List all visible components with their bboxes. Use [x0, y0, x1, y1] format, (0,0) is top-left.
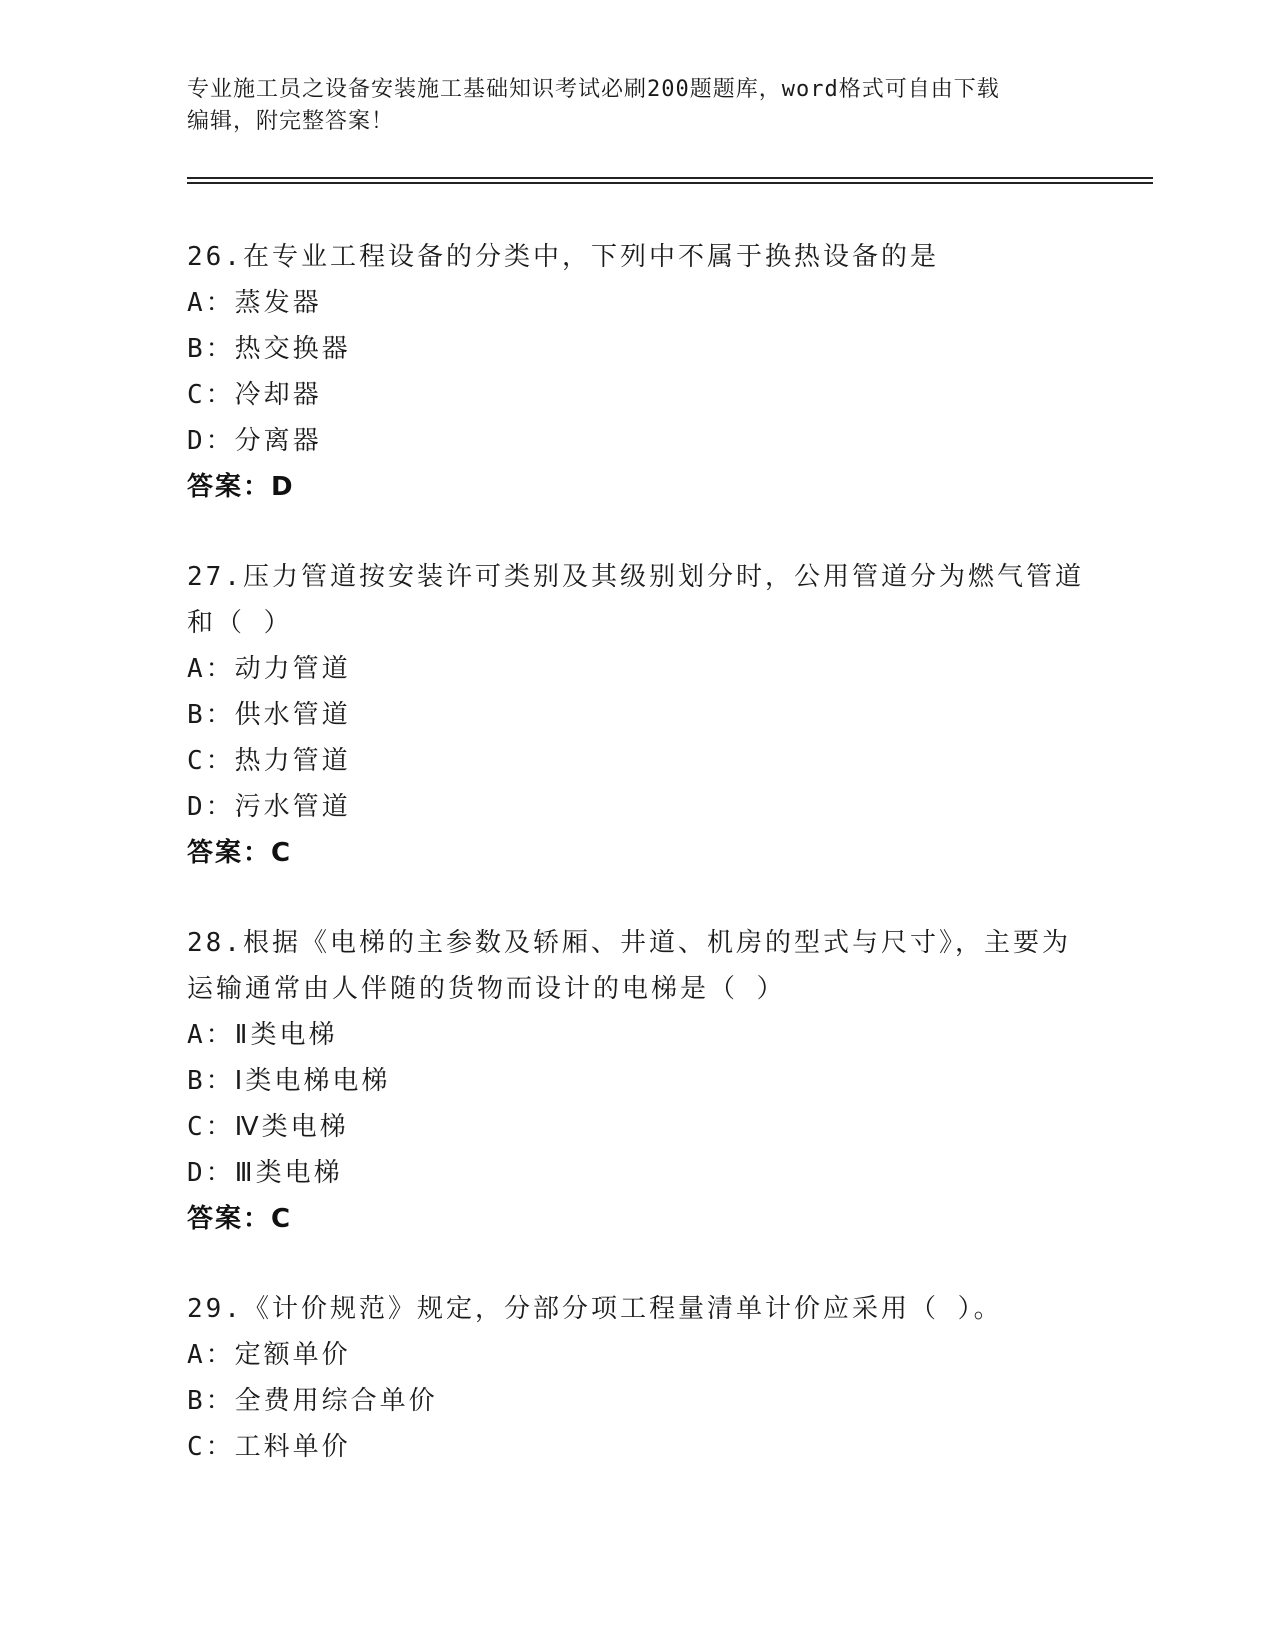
option-letter: B： — [187, 1386, 235, 1416]
option-letter: C： — [187, 380, 235, 410]
option-c — [187, 372, 1087, 418]
question-stem-continued: 和（ ） — [187, 608, 293, 638]
option-text: Ⅳ类电梯 — [234, 1112, 349, 1142]
option-b — [187, 1058, 1087, 1104]
option-text: 蒸发器 — [234, 288, 322, 318]
option-letter: C： — [187, 1112, 235, 1142]
option-letter: A： — [187, 1020, 235, 1050]
option-text: 冷却器 — [234, 380, 322, 410]
question-stem: 27.压力管道按安装许可类别及其级别划分时，公用管道分为燃气管道 — [187, 562, 1084, 592]
option-letter: A： — [187, 1340, 235, 1370]
option-d — [187, 418, 1087, 464]
question-stem: 26.在专业工程设备的分类中，下列中不属于换热设备的是 — [187, 242, 939, 272]
question-29 — [187, 1286, 1087, 1470]
option-letter: B： — [187, 700, 235, 730]
answer-key: 答案：C — [187, 838, 293, 868]
question-27 — [187, 554, 1087, 876]
option-text: 全费用综合单价 — [234, 1386, 438, 1416]
option-letter: D： — [187, 426, 235, 456]
option-text: 工料单价 — [234, 1432, 351, 1462]
option-b — [187, 1378, 1087, 1424]
option-letter: B： — [187, 334, 235, 364]
option-text: Ⅱ类电梯 — [234, 1020, 338, 1050]
question-stem: 28.根据《电梯的主参数及轿厢、井道、机房的型式与尺寸》，主要为 — [187, 928, 1071, 958]
option-c — [187, 738, 1087, 784]
question-28 — [187, 920, 1087, 1242]
answer-key: 答案：D — [187, 472, 295, 502]
option-a — [187, 280, 1087, 326]
header-line-2: 编辑，附完整答案！ — [187, 109, 395, 134]
option-text: 供水管道 — [234, 700, 351, 730]
option-c — [187, 1424, 1087, 1470]
option-letter: A： — [187, 288, 235, 318]
option-d — [187, 1150, 1087, 1196]
option-text: Ⅰ类电梯电梯 — [234, 1066, 391, 1096]
option-letter: D： — [187, 1158, 235, 1188]
option-a — [187, 1012, 1087, 1058]
option-text: 热交换器 — [234, 334, 351, 364]
question-stem-continued: 运输通常由人伴随的货物而设计的电梯是（ ） — [187, 974, 786, 1004]
option-d — [187, 784, 1087, 830]
question-26 — [187, 234, 1087, 510]
question-stem: 29.《计价规范》规定，分部分项工程量清单计价应采用（ ）。 — [187, 1294, 1003, 1324]
option-letter: C： — [187, 1432, 235, 1462]
option-b — [187, 326, 1087, 372]
header-divider-bottom — [187, 182, 1153, 184]
option-b — [187, 692, 1087, 738]
header-divider-top — [187, 177, 1153, 179]
option-text: 热力管道 — [234, 746, 351, 776]
option-text: Ⅲ类电梯 — [234, 1158, 343, 1188]
header-line-1: 专业施工员之设备安装施工基础知识考试必刷200题题库，word格式可自由下载 — [187, 77, 1000, 102]
question-list — [187, 234, 1087, 1514]
option-letter: A： — [187, 654, 235, 684]
document-header — [187, 74, 1087, 138]
option-letter: D： — [187, 792, 235, 822]
option-text: 定额单价 — [234, 1340, 351, 1370]
option-c — [187, 1104, 1087, 1150]
option-a — [187, 646, 1087, 692]
answer-key: 答案：C — [187, 1204, 293, 1234]
option-letter: C： — [187, 746, 235, 776]
option-letter: B： — [187, 1066, 235, 1096]
option-text: 分离器 — [234, 426, 322, 456]
option-a — [187, 1332, 1087, 1378]
option-text: 污水管道 — [234, 792, 351, 822]
option-text: 动力管道 — [234, 654, 351, 684]
